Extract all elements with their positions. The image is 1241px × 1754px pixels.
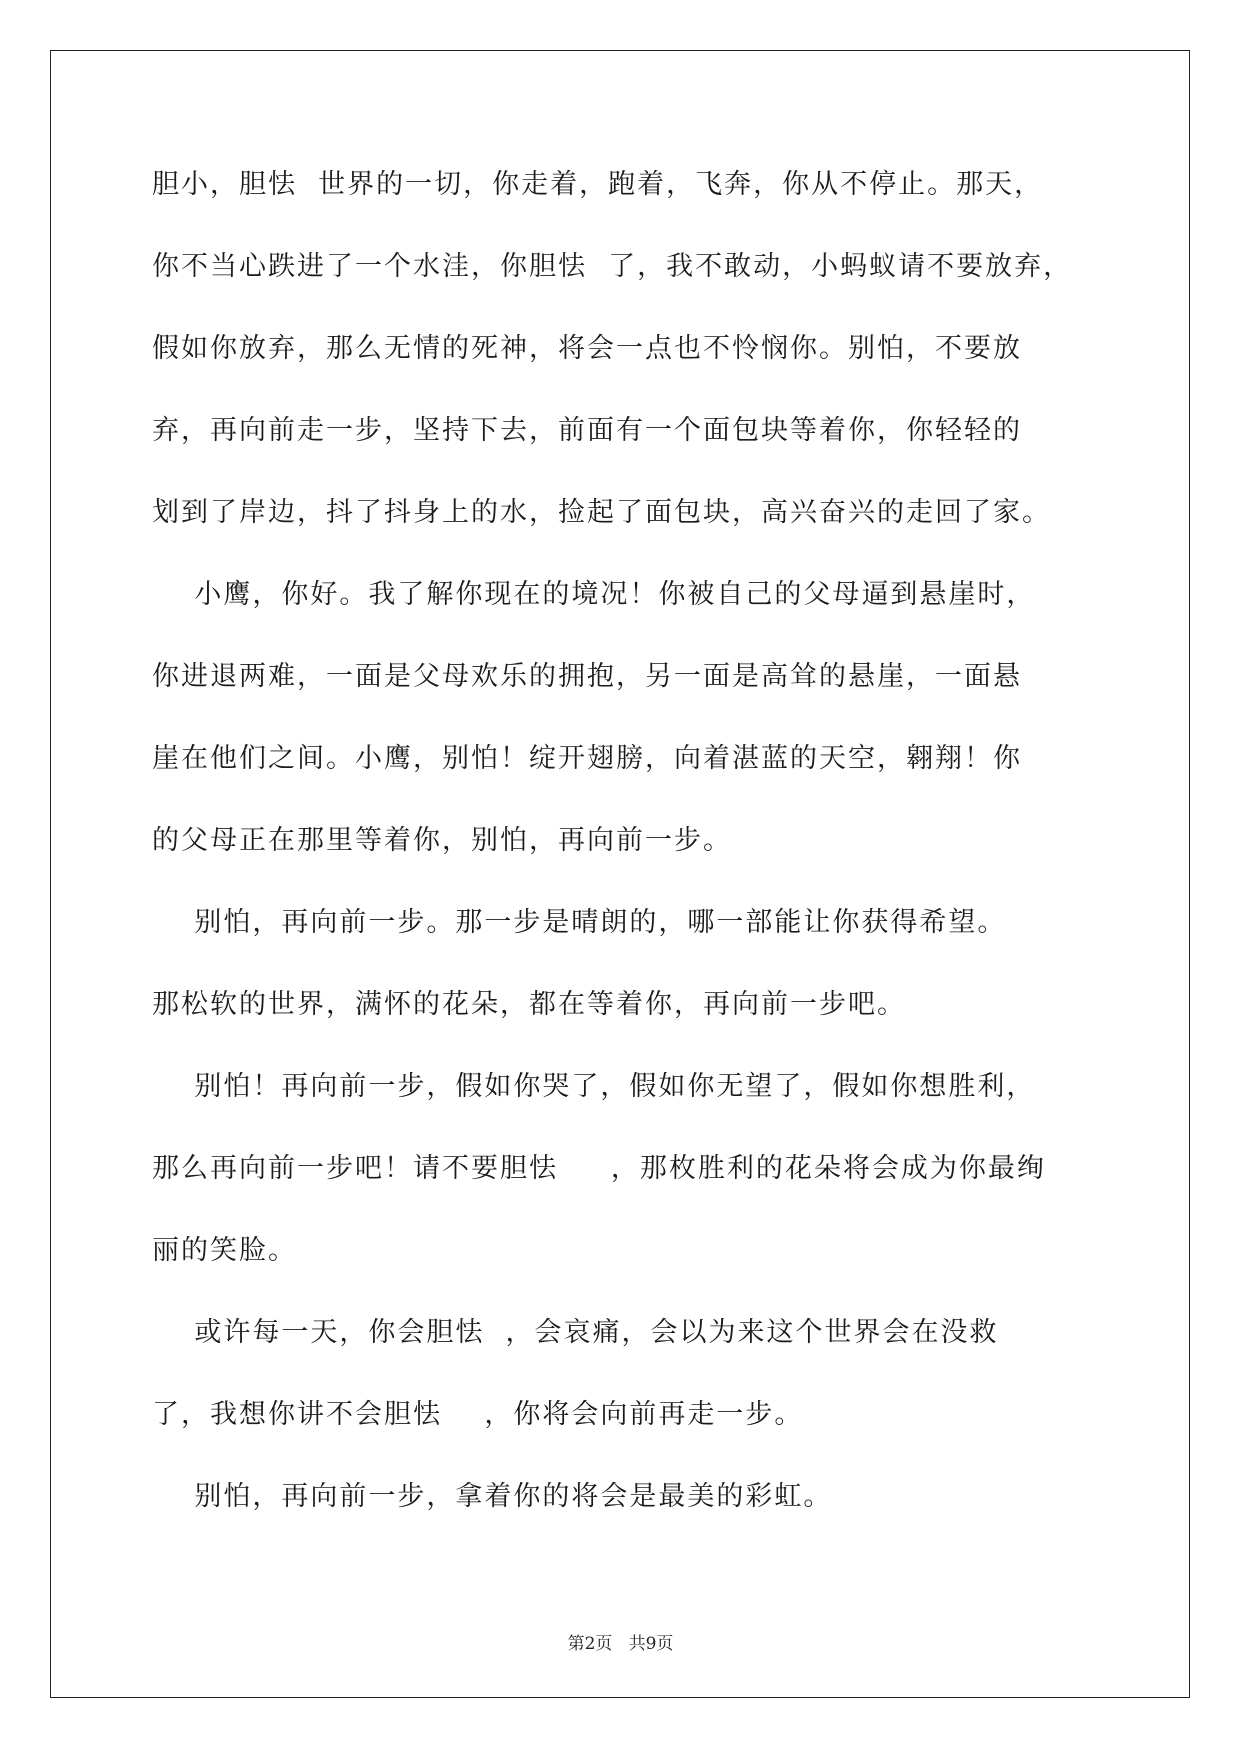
- text-line: 的父母正在那里等着你，别怕，再向前一步。: [152, 825, 732, 856]
- text-line: 别怕，再向前一步。那一步是晴朗的，哪一部能让你获得希望。: [152, 907, 1007, 938]
- text-line: 那么再向前一步吧！请不要胆怯 ，那枚胜利的花朵将会成为你最绚: [152, 1153, 1046, 1184]
- text-line: 弃，再向前走一步，坚持下去，前面有一个面包块等着你，你轻轻的: [152, 415, 1022, 446]
- text-line: 划到了岸边，抖了抖身上的水，捡起了面包块，高兴奋兴的走回了家。: [152, 497, 1051, 528]
- text-line: 丽的笑脸。: [152, 1235, 297, 1266]
- text-line: 别怕，再向前一步，拿着你的将会是最美的彩虹。: [152, 1481, 833, 1512]
- text-line: 小鹰，你好。我了解你现在的境况！你被自己的父母逼到悬崖时，: [152, 579, 1036, 610]
- text-line: 你进退两难，一面是父母欢乐的拥抱，另一面是高耸的悬崖，一面悬: [152, 661, 1022, 692]
- text-line: 了，我想你讲不会胆怯 ，你将会向前再走一步。: [152, 1399, 804, 1430]
- page-number-footer: 第2页 共9页: [567, 1634, 674, 1654]
- text-line: 胆小，胆怯 世界的一切，你走着，跑着，飞奔，你从不停止。那天，: [152, 169, 1044, 200]
- text-line: 那松软的世界，满怀的花朵，都在等着你，再向前一步吧。: [152, 989, 906, 1020]
- text-line: 假如你放弃，那么无情的死神，将会一点也不怜悯你。别怕，不要放: [152, 333, 1022, 364]
- body-text: [152, 155, 1132, 1549]
- text-line: 崖在他们之间。小鹰，别怕！绽开翅膀，向着湛蓝的天空，翱翔！你: [152, 743, 1022, 774]
- text-line: 或许每一天，你会胆怯 ，会哀痛，会以为来这个世界会在没救: [152, 1317, 999, 1348]
- text-line: 别怕！再向前一步，假如你哭了，假如你无望了，假如你想胜利，: [152, 1071, 1036, 1102]
- text-line: 你不当心跌进了一个水洼，你胆怯 了，我不敢动，小蚂蚁请不要放弃，: [152, 251, 1073, 282]
